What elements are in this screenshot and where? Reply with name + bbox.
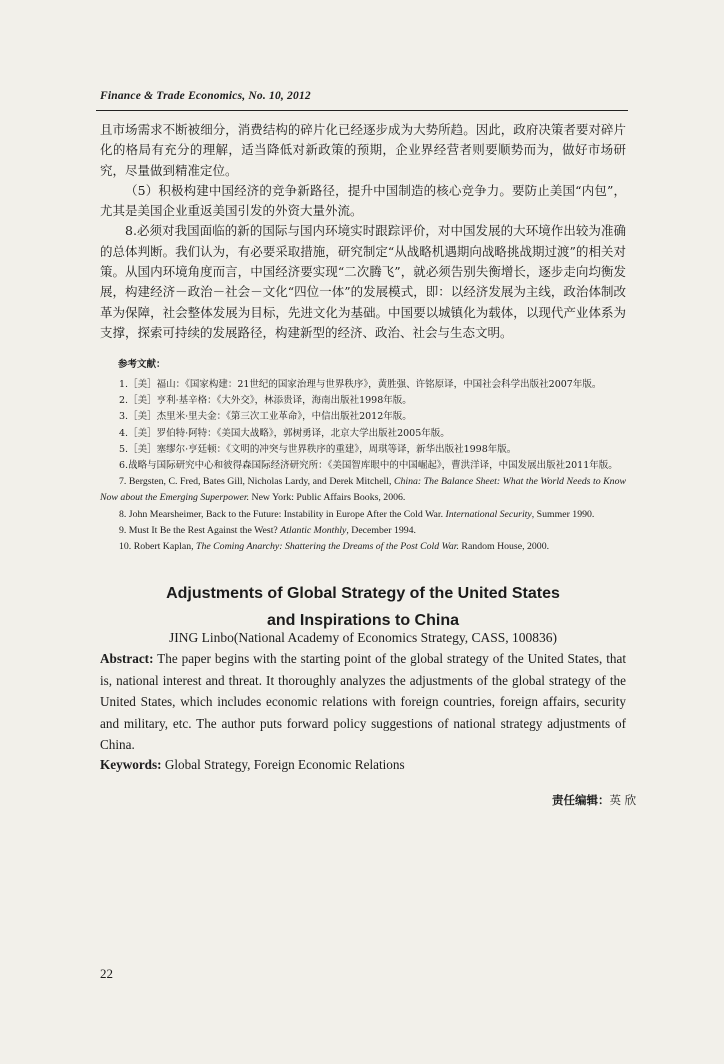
reference-text: New York: Public Affairs Books, 2006.	[249, 492, 406, 504]
english-author: JING Linbo(National Academy of Economics Strategy, CASS, 100836)	[169, 630, 557, 645]
reference-text: Random House, 2000.	[458, 541, 550, 553]
english-abstract	[100, 648, 626, 756]
page-number: 22	[100, 966, 113, 981]
reference-item: 3.［美］杰里米·里夫金：《第三次工业革命》，中信出版社2012年版。	[119, 411, 412, 423]
english-title-line: and Inspirations to China	[266, 612, 459, 629]
reference-text: 7. Bergsten, C. Fred, Bates Gill, Nicholas Lardy, and Derek Mitchell,	[119, 476, 394, 488]
responsible-editor	[552, 792, 636, 808]
keywords-label: Keywords:	[100, 757, 162, 772]
reference-item: 6.战略与国际研究中心和彼得森国际经济研究所：《美国智库眼中的中国崛起》，曹洪洋译，中国发展出版社2011年版。	[119, 460, 618, 472]
reference-item: 4.［美］罗伯特·阿特：《美国大战略》，郭树勇译，北京大学出版社2005年版。	[119, 427, 450, 439]
references	[100, 358, 626, 555]
reference-title: The Coming Anarchy: Shattering the Dreams of the Post Cold War.	[196, 541, 459, 553]
abstract-text: The paper begins with the starting point of the global strategy of the United States, that is, national interest and threat. It thoroughly analyzes the adjustments of the global strategy of the United States, which includes economic relations with foreign countries, foreign affairs, security and military, etc. The author puts forward policy suggestions of national strategy adjustments of China.	[100, 651, 626, 752]
reference-title: International Security	[445, 508, 532, 520]
reference-text: , December 1994.	[346, 524, 416, 536]
reference-item	[100, 507, 626, 523]
reference-text: 10. Robert Kaplan,	[119, 541, 196, 553]
english-title-line: Adjustments of Global Strategy of the United States	[166, 585, 560, 602]
reference-text: , Summer 1990.	[531, 508, 595, 520]
reference-item	[100, 474, 626, 506]
references-title: 参考文献：	[118, 359, 166, 370]
reference-title: Atlantic Monthly	[280, 524, 347, 536]
reference-item: 1.［美］福山：《国家构建：21世纪的国家治理与世界秩序》，黄胜强、许铭原译，中国社会科学出版社2007年版。	[119, 379, 602, 390]
paragraph-5: （5）积极构建中国经济的竞争新路径，提升中国制造的核心竞争力。要防止美国“内包”，尤其是美国企业重返美国引发的外资大量外流。	[100, 182, 626, 219]
keywords-text: Global Strategy, Foreign Economic Relations	[161, 757, 405, 772]
editor-name: 英 欣	[609, 793, 637, 807]
reference-item	[100, 539, 626, 555]
abstract-label: Abstract:	[100, 651, 154, 666]
journal-header: Finance & Trade Economics, No. 10, 2012	[100, 90, 311, 102]
paragraph-8: 8.必须对我国面临的新的国际与国内环境实时跟踪评价，对中国发展的大环境作出较为准确的总体判断。我们认为，有必要采取措施，研究制定“从战略机遇期向战略挑战期过渡”的相关对策。从国内环境角度而言，中国经济要实现“二次腾飞”，就必须告别失衡增长，逐步走向均衡发展，构建经济－政治－社会－文化“四位一体”的发展模式，即：以经济发展为主线，政治体制改革为保障，社会整体发展为目标，先进文化为基础。中国要以城镇化为载体，以现代产业体系为支撑，探索可持续的发展路径，构建新型的经济、政治、社会与生态文明。	[100, 223, 626, 340]
editor-label: 责任编辑：	[552, 793, 610, 807]
reference-title: China: The Balance Sheet: What the World Needs to Know Now about the Emerging Superpower.	[100, 476, 626, 504]
reference-text: 9. Must It Be the Rest Against the West?	[119, 524, 281, 536]
reference-text: 8. John Mearsheimer, Back to the Future: Instability in Europe After the Cold War.	[119, 508, 446, 520]
paragraph-continuation: 且市场需求不断被细分，消费结构的碎片化已经逐步成为大势所趋。因此，政府决策者要对碎片化的格局有充分的理解，适当降低对新政策的预期，企业界经营者则要顺势而为，做好市场研究，尽量做到精准定位。	[100, 122, 626, 178]
english-title	[100, 580, 626, 634]
reference-item	[100, 523, 626, 539]
references-list	[100, 377, 626, 555]
reference-item: 2.［美］亨利·基辛格：《大外交》，林添贵译，海南出版社1998年版。	[119, 395, 412, 407]
header-rule	[96, 110, 628, 111]
reference-item: 5.［美］塞缪尔·亨廷顿：《文明的冲突与世界秩序的重建》，周琪等译，新华出版社1998年版。	[119, 443, 517, 455]
body-text	[100, 120, 626, 343]
english-keywords	[100, 755, 626, 775]
